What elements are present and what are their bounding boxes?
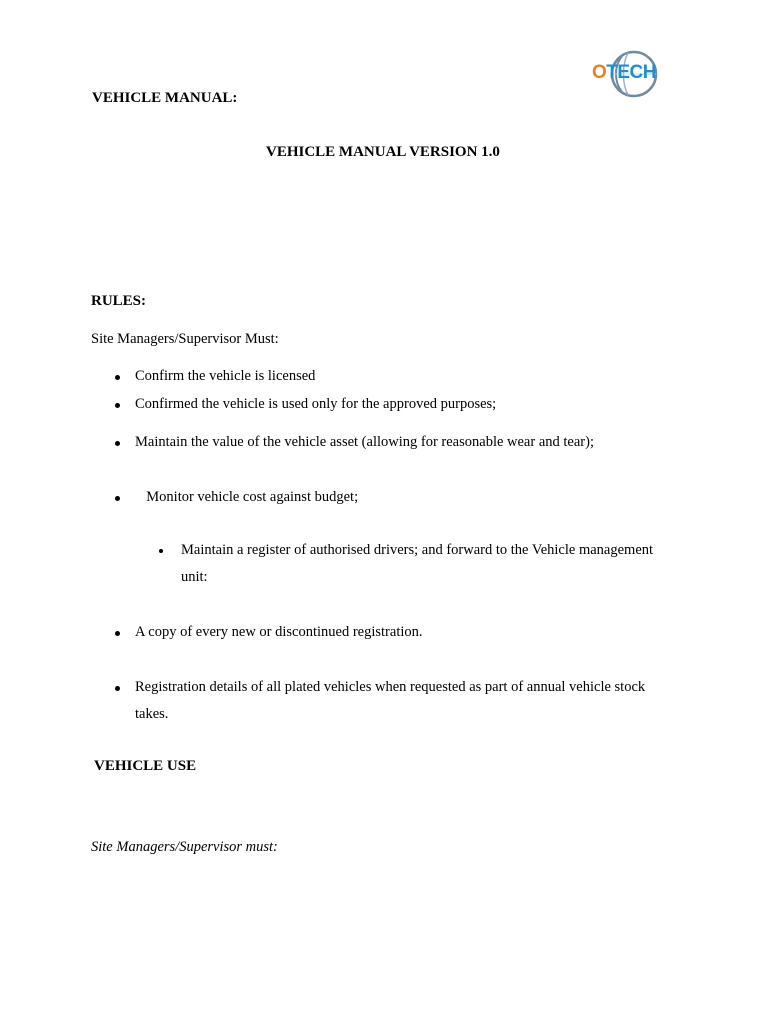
company-logo (592, 48, 676, 100)
rules-heading: RULES: (91, 293, 147, 309)
vehicle-use-intro: Site Managers/Supervisor must: (91, 839, 278, 855)
rule-subitem-line-1: Maintain a register of authorised drivers; and forward to the Vehicle management (181, 542, 654, 558)
rule-subitem-line-2: unit: (181, 569, 208, 585)
vehicle-use-heading: VEHICLE USE (94, 758, 197, 774)
bullet-icon (115, 441, 120, 446)
bullet-icon (115, 631, 120, 636)
rule-item-6-line-1: Registration details of all plated vehicles when requested as part of annual vehicle stock (135, 679, 646, 695)
rule-item-5: A copy of every new or discontinued registration. (135, 624, 423, 640)
document-heading: VEHICLE MANUAL: (92, 90, 238, 106)
bullet-icon (115, 686, 120, 691)
bullet-icon (115, 375, 120, 380)
rule-item-6-line-2: takes. (135, 706, 169, 722)
rules-intro: Site Managers/Supervisor Must: (91, 331, 279, 347)
bullet-icon (115, 403, 120, 408)
rule-item-1: Confirm the vehicle is licensed (135, 368, 316, 384)
rule-item-2: Confirmed the vehicle is used only for the approved purposes; (135, 396, 497, 412)
bullet-icon (159, 549, 163, 553)
logo-letter-o: O (592, 62, 607, 83)
logo-letters-tech: TECH (606, 62, 657, 83)
logo-text (592, 62, 656, 84)
rule-item-3: Maintain the value of the vehicle asset (allowing for reasonable wear and tear); (135, 434, 594, 450)
bullet-icon (115, 496, 120, 501)
rule-item-4: Monitor vehicle cost against budget; (135, 489, 347, 505)
version-title: VEHICLE MANUAL VERSION 1.0 (266, 144, 500, 160)
